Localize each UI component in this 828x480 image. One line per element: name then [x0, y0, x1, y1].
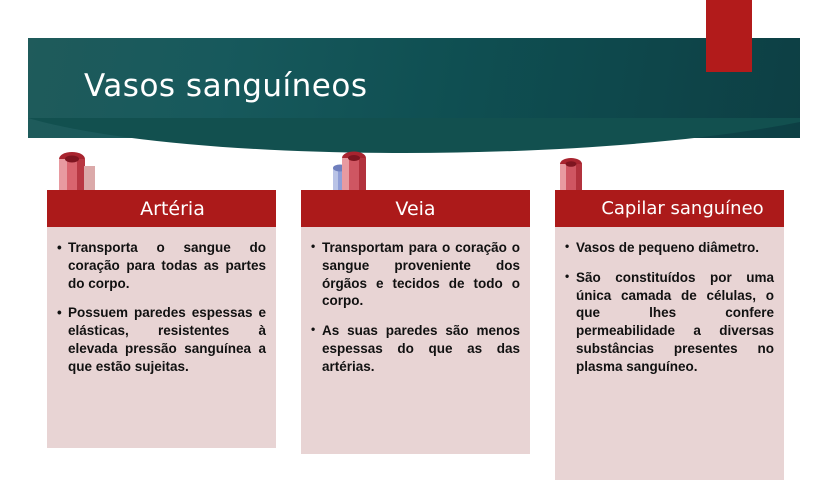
column-header-label: Capilar sanguíneo	[601, 198, 764, 219]
column-header-arteria	[47, 190, 276, 227]
bullet-marker: •	[311, 239, 316, 253]
column-body-capilar	[555, 227, 784, 480]
bullet-text: Vasos de pequeno diâmetro.	[576, 240, 760, 255]
column-capilar	[555, 190, 784, 480]
column-header-capilar	[555, 190, 784, 227]
bullet-text: Possuem paredes espessas e elásticas, resistentes à elevada pressão sanguínea a que estão sujeitas.	[68, 305, 266, 374]
list-item	[311, 239, 520, 310]
slide-header-curve	[28, 118, 800, 166]
header-red-tab	[706, 0, 752, 72]
column-body-arteria	[47, 227, 276, 448]
list-item	[565, 239, 774, 257]
column-header-veia	[301, 190, 530, 227]
list-item	[57, 239, 266, 292]
bullet-text: As suas paredes são menos espessas do que as das artérias.	[322, 323, 520, 374]
bullet-marker: •	[57, 240, 62, 255]
bullet-text: São constituídos por uma única camada de células, o que lhes confere permeabilidade a diversas substâncias presentes no plasma sanguíneo.	[576, 269, 774, 374]
list-item	[57, 304, 266, 375]
bullet-text: Transportam para o coração o sangue proveniente dos órgãos e tecidos de todo o corpo.	[322, 240, 520, 309]
column-body-veia	[301, 227, 530, 454]
column-header-label: Artéria	[140, 197, 205, 220]
list-item	[565, 269, 774, 376]
column-veia	[301, 190, 530, 454]
bullet-marker: •	[57, 305, 62, 321]
content-columns	[0, 190, 828, 466]
column-arteria	[47, 190, 276, 448]
column-header-label: Veia	[395, 197, 436, 220]
bullet-marker: •	[565, 268, 570, 283]
page-title: Vasos sanguíneos	[84, 68, 368, 104]
list-item	[311, 322, 520, 375]
bullet-text: Transporta o sangue do coração para todas as partes do corpo.	[68, 240, 266, 291]
bullet-marker: •	[311, 322, 316, 337]
bullet-marker: •	[565, 239, 570, 253]
